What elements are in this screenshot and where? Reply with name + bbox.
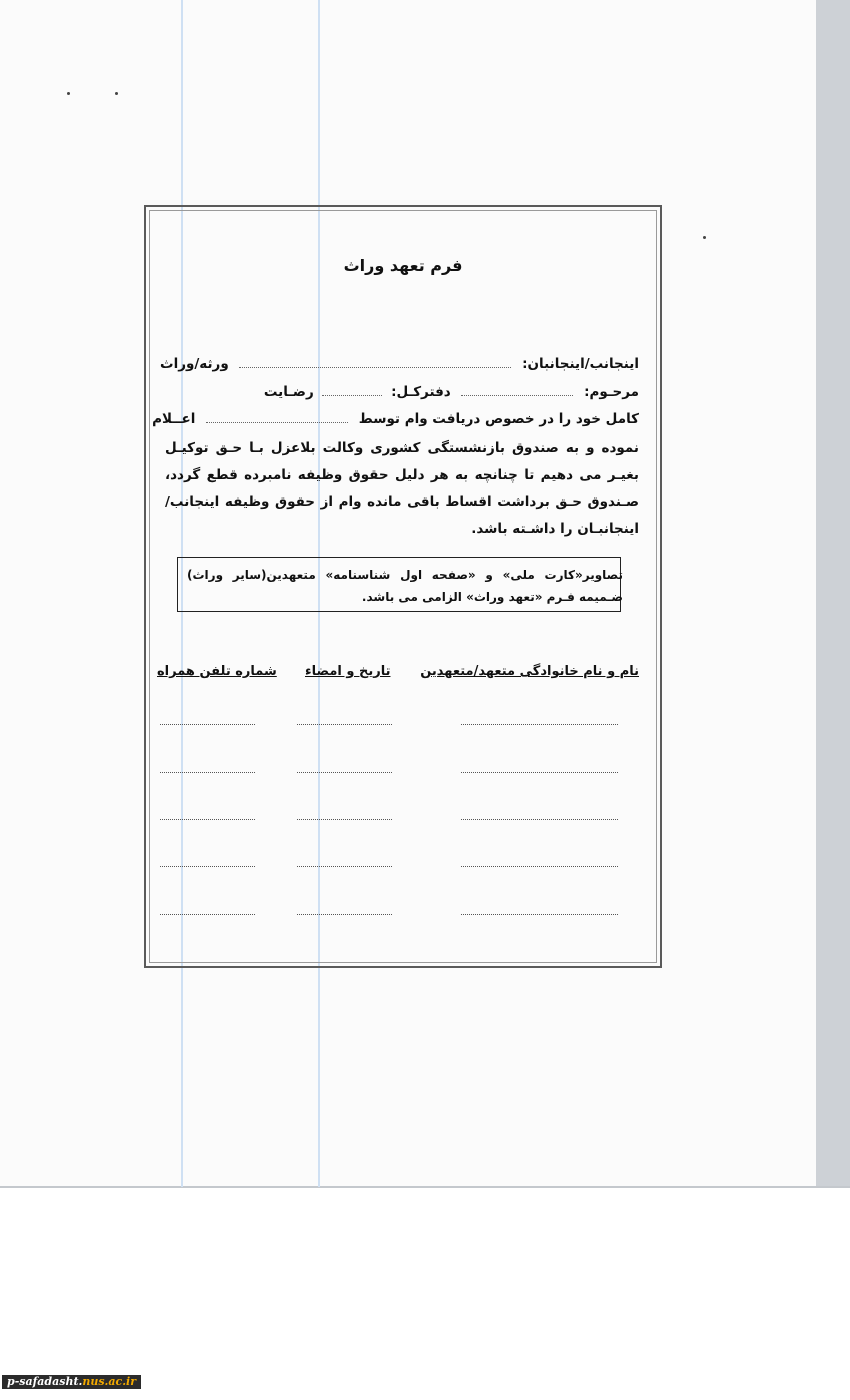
ledger-blank[interactable]	[322, 394, 382, 396]
name-field[interactable]	[461, 819, 618, 820]
name-field[interactable]	[461, 866, 618, 867]
site-watermark	[2, 1375, 141, 1389]
heirs-label: ورثه/وراث	[160, 356, 229, 372]
phone-field[interactable]	[160, 819, 255, 820]
scan-speck	[703, 236, 706, 239]
name-field[interactable]	[461, 914, 618, 915]
commitment-paragraph: نموده و به صندوق بازنشستگی کشوری وکالت بلاعزل بـا حـق توکیـل بغیـر می دهیم تا چنانچه به هر دلیل حقوق وظیفه نامبرده قطع گردد، صـندوق حـق برداشت اقساط باقی مانده وام از حقوق وظیفه اینجانب/اینجانبـان را داشـته باشد.	[165, 440, 639, 537]
loan-text: کامل خود را در خصوص دریافت وام توسط	[358, 411, 639, 427]
phone-field[interactable]	[160, 866, 255, 867]
phone-field[interactable]	[160, 914, 255, 915]
scan-speck	[115, 92, 118, 95]
applicants-label: اینجانب/اینجانبان:	[522, 356, 639, 372]
applicants-blank[interactable]	[239, 366, 511, 368]
loan-recipient-blank[interactable]	[206, 421, 348, 423]
phone-field[interactable]	[160, 772, 255, 773]
page-edge	[0, 1186, 850, 1188]
form-title: فرم تعهد وراث	[343, 256, 463, 275]
line-loan	[152, 411, 639, 427]
watermark-prefix: p-safadasht.	[7, 1375, 83, 1388]
line-deceased	[264, 384, 639, 400]
name-field[interactable]	[461, 724, 618, 725]
deceased-blank[interactable]	[461, 394, 573, 396]
date-signature-field[interactable]	[297, 724, 392, 725]
date-signature-field[interactable]	[297, 819, 392, 820]
ledger-label: دفترکـل:	[391, 384, 451, 400]
phone-field[interactable]	[160, 724, 255, 725]
column-phone-header: شماره تلفن همراه	[157, 664, 277, 679]
column-name-header: نام و نام خانوادگی متعهد/متعهدین	[420, 664, 639, 679]
line-applicants	[160, 356, 639, 372]
note-text: تصاویر«کارت ملی» و «صفحه اول شناسنامه» متعهدین(سایر وراث) ضـمیمه فـرم «تعهد وراث» الزامی می باشد.	[187, 568, 623, 604]
date-signature-field[interactable]	[297, 866, 392, 867]
date-signature-field[interactable]	[297, 772, 392, 773]
column-date-header: تاریخ و امضاء	[305, 664, 391, 679]
watermark-domain: nus.ac.ir	[82, 1375, 137, 1388]
scan-speck	[67, 92, 70, 95]
date-signature-field[interactable]	[297, 914, 392, 915]
deceased-label: مرحـوم:	[584, 384, 639, 400]
name-field[interactable]	[461, 772, 618, 773]
scanner-margin	[816, 0, 850, 1187]
announce-label: اعــلام	[152, 411, 196, 427]
consent-label: رضـایت	[263, 384, 314, 400]
